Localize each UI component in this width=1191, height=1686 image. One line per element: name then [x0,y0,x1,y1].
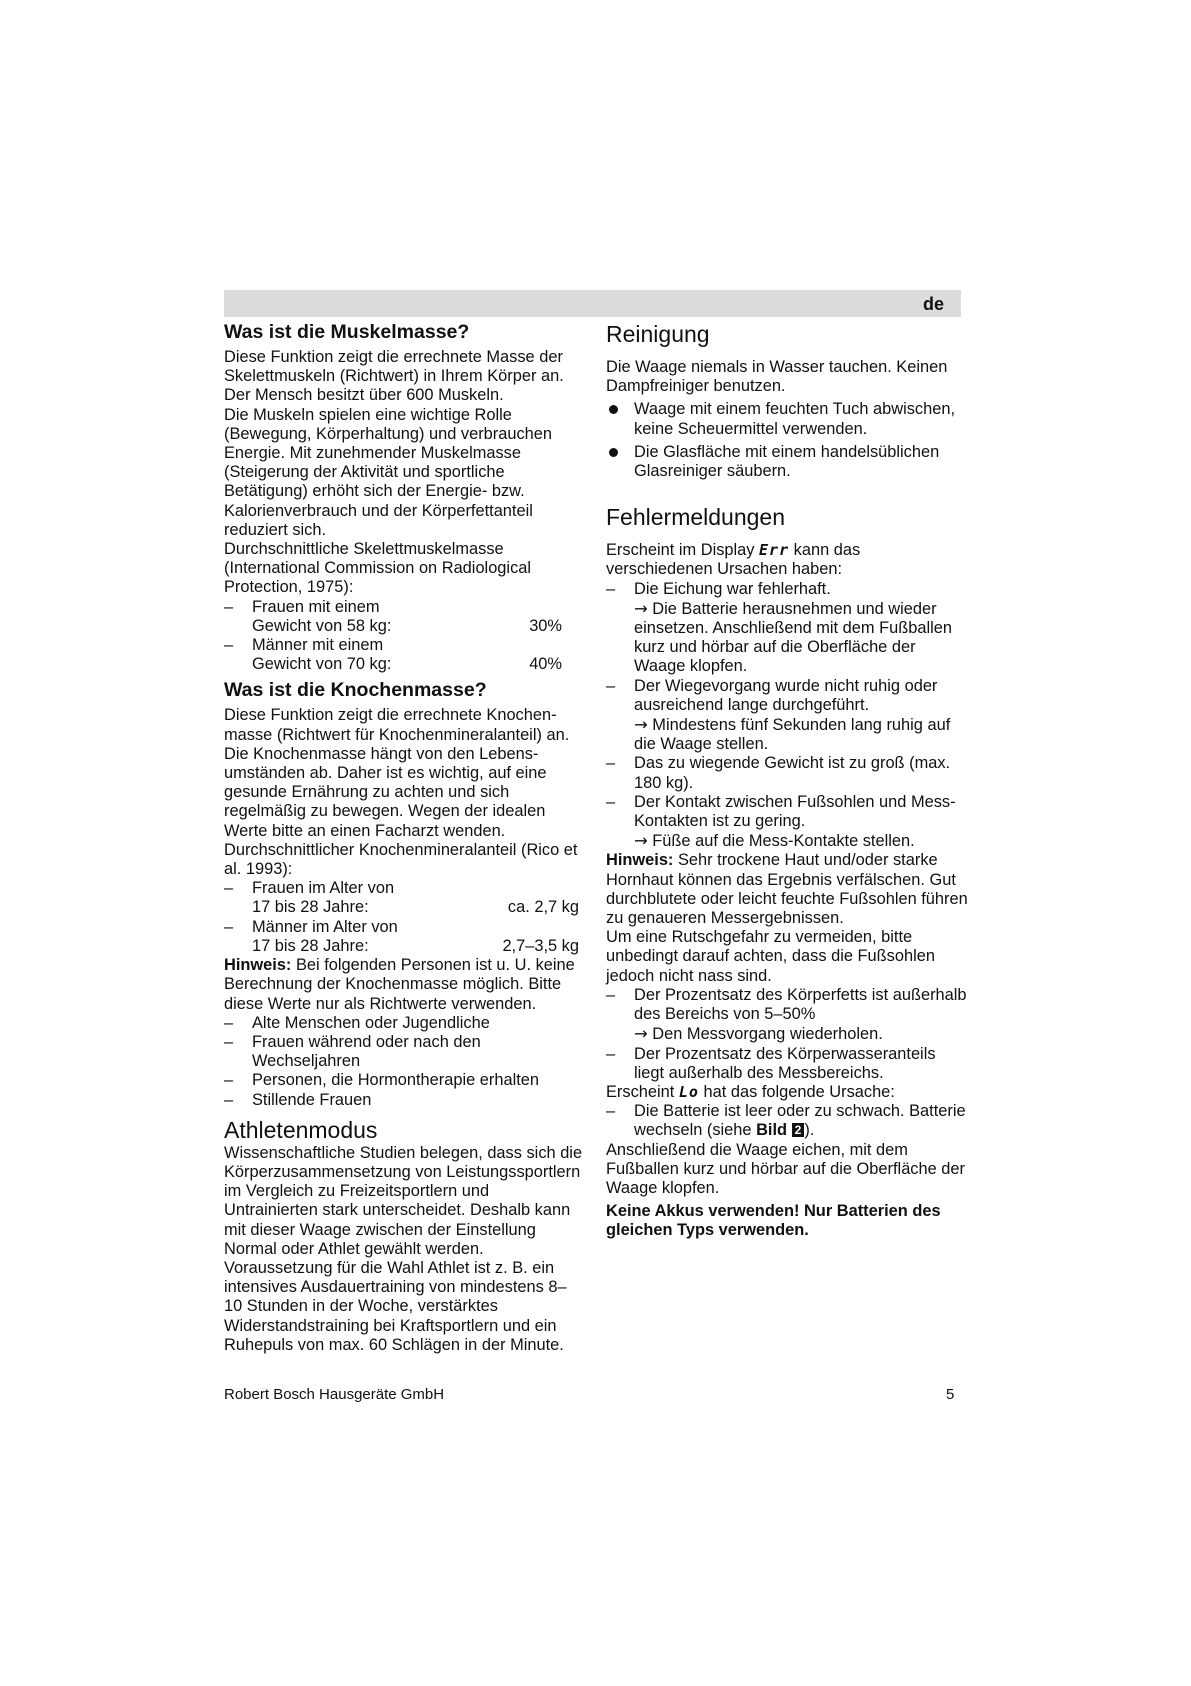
battery-followup: Anschließend die Waage eichen, mit dem Fußballen kurz und hörbar auf die Oberfläche der Waage klopfen. [606,1140,965,1197]
list-item: – Der Prozentsatz des Körperwasseranteils liegt außerhalb des Messbereichs. [606,1045,968,1083]
page-number: 5 [946,1386,955,1403]
slip-note: Um eine Rutschgefahr zu vermeiden, bitte unbedingt darauf achten, dass die Fußsohlen jedoch nicht nass sind. [606,928,935,985]
list-item-line: Gewicht von 58 kg: [252,616,392,635]
list-item-line: – Frauen mit einem [252,597,380,616]
left-column [224,320,584,1355]
bone-mass-paragraph-2: Durchschnittlicher Knochenmineralanteil (Rico et al. 1993): [224,840,578,879]
muscle-mass-paragraph-3: Durchschnittliche Skelettmuskelmasse (International Commission on Radiological Protection, 1975): [224,540,532,597]
note-label: Hinweis: [606,851,674,870]
error-messages-heading: Fehlermeldungen [606,504,786,531]
note-label: Hinweis: [224,956,292,975]
skin-note: Hinweis: Sehr trockene Haut und/oder starke Hornhaut können das Ergebnis verfälschen. Gut durchblutete oder leicht feuchte Fußsohlen führen zu genaueren Messergebnissen. [606,851,968,928]
list-item: – Personen, die Hormontherapie erhalten [224,1071,584,1090]
cleaning-paragraph: Die Waage niemals in Wasser tauchen. Keinen Dampfreiniger benutzen. [606,358,948,396]
display-err-code: Err [759,541,790,560]
lo-intro: Erscheint Lo hat das folgende Ursache: [606,1082,895,1101]
list-item-line: – Frauen im Alter von [252,879,395,898]
error-intro: Erscheint im Display Err kann das verschiedenen Ursachen haben: [606,541,861,579]
bone-note [224,956,584,1014]
bullet-icon [609,448,618,457]
list-item [224,918,584,956]
note-text: Bei folgenden Personen ist u. U. keine Berechnung der Knochenmasse möglich. Bitte diese Werte nur als Richtwerte verwenden. [224,956,575,1013]
muscle-mass-heading: Was ist die Muskelmasse? [224,321,470,343]
arrow-right-icon: → [634,1024,648,1044]
bone-mass-paragraph-1: Diese Funktion zeigt die errechnete Knochenmasse (Richtwert für Knochenmineralanteil) an. Die Knochenmasse hängt von den Lebensumständen ab. Daher ist es wichtig, auf eine gesunde Ernährung zu achten und sich regelmäßig zu bewegen. Wegen der idealen Werte bitte an einen Facharzt wenden. [224,706,570,840]
footer-company: Robert Bosch Hausgeräte GmbH [224,1386,445,1403]
display-lo-code: Lo [678,1082,699,1101]
list-item: – Frauen während oder nach den Wechseljahren [224,1033,584,1071]
list-item-line: – Männer mit einem [252,636,384,655]
battery-warning: Keine Akkus verwenden! Nur Batterien des gleichen Typs verwenden. [606,1202,941,1240]
list-item [224,879,584,917]
list-item: – Das zu wiegende Gewicht ist zu groß (max. 180 kg). [606,754,968,792]
list-item-line: 17 bis 28 Jahre: [252,936,369,955]
list-item: – Die Batterie ist leer oder zu schwach. Batterie wechseln (siehe Bild 2 ). [606,1102,968,1140]
list-item: – Die Eichung war fehlerhaft. → Die Batterie herausnehmen und wieder einsetzen. Anschließend mit dem Fußballen kurz und hörbar auf die Oberfläche der Waage klopfen. [606,580,968,677]
list-item-line: Gewicht von 70 kg: [252,655,392,674]
figure-label: Bild [756,1121,788,1140]
athlete-mode-paragraph: Wissenschaftliche Studien belegen, dass sich die Körperzusammensetzung von Leistungssportlern im Vergleich zu Freizeitsportlern und Untrainierten stark unterscheidet. Deshalb kann mit dieser Waage zwischen der Einstellung Normal oder Athlet gewählt werden. Voraussetzung für die Wahl Athlet ist z. B. ein intensives Ausdauertraining von mindestens 8–10 Stunden in der Woche, verstärktes Widerstandstraining bei Kraftsportlern und ein Ruhepuls von max. 60 Schlägen in der Minute. [224,1143,583,1354]
list-item-value: 40% [529,655,562,674]
list-item: Waage mit einem feuchten Tuch abwischen, keine Scheuermittel verwenden. [606,400,968,438]
muscle-mass-paragraph-1: Diese Funktion zeigt die errechnete Masse der Skelettmuskeln (Richtwert) in Ihrem Körper an. Der Mensch besitzt über 600 Muskeln. [224,348,564,405]
list-item: – Der Prozentsatz des Körperfetts ist außerhalb des Bereichs von 5–50% → Den Messvorgang wiederholen. [606,986,968,1045]
list-item: – Alte Menschen oder Jugendliche [224,1014,584,1033]
list-item-value: 2,7–3,5 kg [502,936,579,955]
arrow-right-icon: → [634,715,648,735]
arrow-right-icon: → [634,831,648,851]
figure-number-badge: 2 [792,1123,805,1137]
list-item [224,598,584,636]
list-item-line: 17 bis 28 Jahre: [252,898,369,917]
list-item-value: 30% [529,616,562,635]
list-item: – Der Kontakt zwischen Fußsohlen und MessKontakten ist zu gering. → Füße auf die Mess-Kontakte stellen. [606,793,968,852]
list-item: – Stillende Frauen [224,1091,584,1110]
right-column [606,320,968,1241]
bone-mass-heading: Was ist die Knochenmasse? [224,679,487,702]
arrow-right-icon: → [634,598,648,618]
list-item [224,636,584,674]
muscle-mass-paragraph-2: Die Muskeln spielen eine wichtige Rolle (Bewegung, Körperhaltung) und verbrauchen Energie. Mit zunehmender Muskelmasse (Steigerung der Aktivität und sportliche Betätigung) erhöht sich der Energie- bzw. Kalorienverbrauch und der Körperfettanteil reduziert sich. [224,405,553,539]
language-code: de [922,294,944,314]
list-item: – Der Wiegevorgang wurde nicht ruhig oder ausreichend lange durchgeführt. → Mindestens fünf Sekunden lang ruhig auf die Waage stellen. [606,677,968,755]
cleaning-heading: Reinigung [606,321,710,347]
bullet-icon [609,405,618,414]
athlete-mode-heading: Athletenmodus [224,1116,378,1143]
list-item: Die Glasfläche mit einem handelsüblichen Glasreiniger säubern. [606,443,968,481]
list-item-line: – Männer im Alter von [252,917,398,936]
language-bar [224,290,961,317]
list-item-value: ca. 2,7 kg [507,898,579,917]
